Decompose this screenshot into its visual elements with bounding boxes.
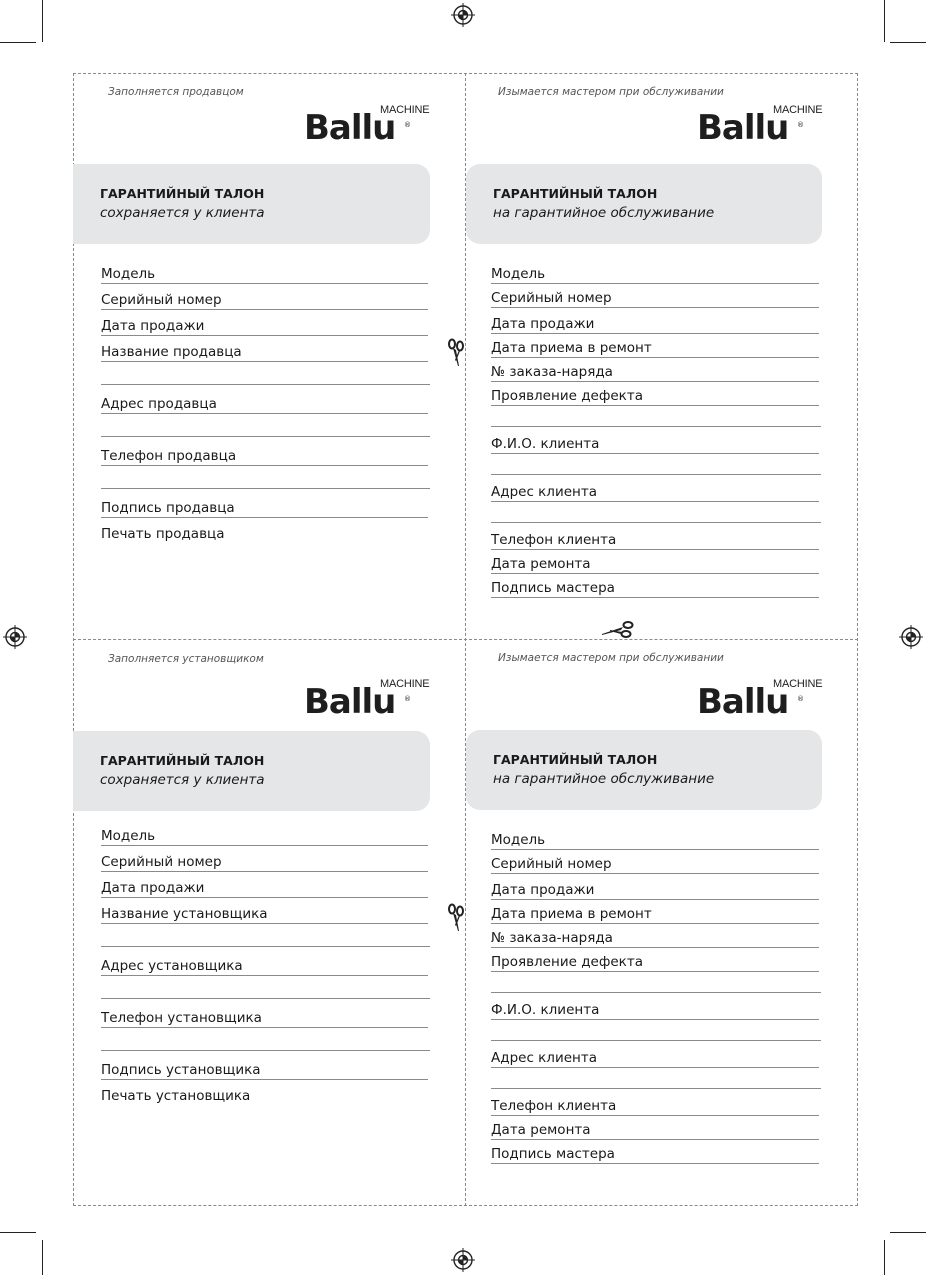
form-field-row[interactable] <box>101 498 428 518</box>
crop-mark <box>890 42 926 43</box>
form-field-row[interactable] <box>101 852 428 872</box>
field-label: Печать установщика <box>101 1088 251 1104</box>
form-field-row[interactable] <box>491 1096 819 1116</box>
field-label: Подпись мастера <box>491 1146 615 1162</box>
field-label: Дата продажи <box>101 880 205 896</box>
field-label: № заказа-наряда <box>491 364 613 380</box>
entry-line[interactable] <box>491 947 819 948</box>
form-field-row[interactable] <box>491 1144 819 1164</box>
field-label: Печать продавца <box>101 526 225 542</box>
horizontal-cut-line <box>73 639 858 640</box>
entry-line[interactable] <box>491 923 819 924</box>
logo-submark: MACHINE <box>380 104 430 116</box>
field-label: Ф.И.О. клиента <box>491 1002 600 1018</box>
field-label: Телефон установщика <box>101 1010 262 1026</box>
coupon-title: ГАРАНТИЙНЫЙ ТАЛОН <box>493 752 658 767</box>
entry-line[interactable] <box>491 899 819 900</box>
field-label: Серийный номер <box>491 290 612 306</box>
blank-entry-line[interactable] <box>491 426 821 427</box>
logo-wordmark: Ballu <box>697 108 789 148</box>
form-field-row[interactable] <box>101 394 428 414</box>
entry-line[interactable] <box>491 1067 819 1068</box>
entry-line[interactable] <box>491 1115 819 1116</box>
blank-entry-line[interactable] <box>101 488 430 489</box>
form-field-row[interactable] <box>491 830 819 850</box>
title-band <box>466 164 822 244</box>
field-label: Серийный номер <box>491 856 612 872</box>
crop-mark <box>884 0 885 42</box>
form-field-row[interactable] <box>491 314 819 334</box>
entry-line[interactable] <box>101 413 428 414</box>
field-label: Ф.И.О. клиента <box>491 436 600 452</box>
blank-entry-line[interactable] <box>101 946 430 947</box>
field-label: Дата ремонта <box>491 556 591 572</box>
form-field-row[interactable] <box>491 288 819 308</box>
entry-line[interactable] <box>101 1079 428 1080</box>
field-label: Дата приема в ремонт <box>491 340 652 356</box>
blank-entry-line[interactable] <box>491 474 821 475</box>
coupon-note: Заполняется установщиком <box>108 653 264 665</box>
blank-entry-line[interactable] <box>101 1050 430 1051</box>
form-field-row[interactable] <box>491 554 819 574</box>
field-label: Проявление дефекта <box>491 388 643 404</box>
form-field-row[interactable] <box>101 956 428 976</box>
entry-line[interactable] <box>491 357 819 358</box>
entry-line[interactable] <box>491 1163 819 1164</box>
entry-line[interactable] <box>491 381 819 382</box>
entry-line[interactable] <box>101 465 428 466</box>
entry-line[interactable] <box>101 309 428 310</box>
blank-entry-line[interactable] <box>491 992 821 993</box>
logo-submark: MACHINE <box>380 678 430 690</box>
entry-line[interactable] <box>491 283 819 284</box>
registered-mark: ® <box>797 121 804 129</box>
form-field-row[interactable] <box>491 880 819 900</box>
registered-mark: ® <box>404 695 411 703</box>
ballu-logo <box>697 104 825 148</box>
crop-mark <box>884 1240 885 1275</box>
field-label: Дата продажи <box>491 882 595 898</box>
form-field-row[interactable] <box>101 1008 428 1028</box>
field-label: Серийный номер <box>101 292 222 308</box>
registration-mark-icon <box>451 1248 475 1272</box>
entry-line[interactable] <box>491 971 819 972</box>
entry-line[interactable] <box>491 549 819 550</box>
field-label: Подпись установщика <box>101 1062 261 1078</box>
field-label: Проявление дефекта <box>491 954 643 970</box>
form-field-row[interactable] <box>491 854 819 874</box>
logo-wordmark: Ballu <box>304 108 396 148</box>
title-band <box>466 730 822 810</box>
form-field-row[interactable] <box>101 1086 428 1106</box>
field-label: Телефон клиента <box>491 1098 617 1114</box>
crop-mark <box>0 42 36 43</box>
field-label: Адрес клиента <box>491 1050 597 1066</box>
field-label: Дата приема в ремонт <box>491 906 652 922</box>
form-field-row[interactable] <box>101 826 428 846</box>
field-label: № заказа-наряда <box>491 930 613 946</box>
field-label: Модель <box>491 832 546 848</box>
form-field-row[interactable] <box>101 290 428 310</box>
coupon-note: Изымается мастером при обслуживании <box>498 652 724 664</box>
field-label: Дата продажи <box>101 318 205 334</box>
form-field-row[interactable] <box>491 530 819 550</box>
title-band <box>73 164 430 244</box>
entry-line[interactable] <box>491 1139 819 1140</box>
registered-mark: ® <box>404 121 411 129</box>
registration-mark-icon <box>3 625 27 649</box>
coupon-note: Заполняется продавцом <box>108 86 244 98</box>
form-field-row[interactable] <box>491 928 819 948</box>
form-field-row[interactable] <box>491 362 819 382</box>
entry-line[interactable] <box>491 573 819 574</box>
entry-line[interactable] <box>101 923 428 924</box>
form-field-row[interactable] <box>491 578 819 598</box>
field-label: Адрес продавца <box>101 396 217 412</box>
field-label: Дата продажи <box>491 316 595 332</box>
form-field-row[interactable] <box>491 1000 819 1020</box>
form-field-row[interactable] <box>491 338 819 358</box>
ballu-logo <box>304 104 432 148</box>
entry-line[interactable] <box>101 897 428 898</box>
field-label: Модель <box>491 266 546 282</box>
blank-entry-line[interactable] <box>491 1040 821 1041</box>
logo-wordmark: Ballu <box>697 682 789 722</box>
entry-line[interactable] <box>101 1027 428 1028</box>
field-label: Название продавца <box>101 344 242 360</box>
field-label: Телефон клиента <box>491 532 617 548</box>
crop-mark <box>42 0 43 42</box>
coupon-subtitle: на гарантийное обслуживание <box>493 771 715 787</box>
blank-entry-line[interactable] <box>101 384 430 385</box>
form-field-row[interactable] <box>101 446 428 466</box>
field-label: Название установщика <box>101 906 268 922</box>
ballu-logo <box>697 678 825 722</box>
scissors-icon <box>446 338 466 368</box>
form-field-row[interactable] <box>101 342 428 362</box>
coupon-subtitle: сохраняется у клиента <box>100 205 265 221</box>
entry-line[interactable] <box>101 283 428 284</box>
logo-submark: MACHINE <box>773 678 823 690</box>
entry-line[interactable] <box>491 453 819 454</box>
form-field-row[interactable] <box>101 316 428 336</box>
blank-entry-line[interactable] <box>491 1088 821 1089</box>
entry-line[interactable] <box>101 517 428 518</box>
form-field-row[interactable] <box>101 1060 428 1080</box>
field-label: Модель <box>101 828 156 844</box>
entry-line[interactable] <box>491 597 819 598</box>
registered-mark: ® <box>797 695 804 703</box>
field-label: Подпись продавца <box>101 500 235 516</box>
entry-line[interactable] <box>491 849 819 850</box>
field-label: Телефон продавца <box>101 448 237 464</box>
blank-entry-line[interactable] <box>491 522 821 523</box>
entry-line[interactable] <box>491 1019 819 1020</box>
field-label: Адрес клиента <box>491 484 597 500</box>
coupon-subtitle: сохраняется у клиента <box>100 772 265 788</box>
scissors-icon <box>446 903 466 933</box>
field-label: Модель <box>101 266 156 282</box>
entry-line[interactable] <box>101 845 428 846</box>
field-label: Адрес установщика <box>101 958 243 974</box>
scissors-icon <box>600 620 634 640</box>
form-field-row[interactable] <box>101 878 428 898</box>
entry-line[interactable] <box>491 873 819 874</box>
form-field-row[interactable] <box>491 1048 819 1068</box>
form-field-row[interactable] <box>491 264 819 284</box>
coupon-title: ГАРАНТИЙНЫЙ ТАЛОН <box>100 753 265 768</box>
coupon-note: Изымается мастером при обслуживании <box>498 86 724 98</box>
entry-line[interactable] <box>101 975 428 976</box>
ballu-logo <box>304 678 432 722</box>
entry-line[interactable] <box>101 871 428 872</box>
coupon-title: ГАРАНТИЙНЫЙ ТАЛОН <box>493 186 658 201</box>
form-field-row[interactable] <box>491 952 819 972</box>
coupon-subtitle: на гарантийное обслуживание <box>493 205 715 221</box>
entry-line[interactable] <box>491 333 819 334</box>
crop-mark <box>42 1240 43 1275</box>
registration-mark-icon <box>451 3 475 27</box>
logo-submark: MACHINE <box>773 104 823 116</box>
logo-wordmark: Ballu <box>304 682 396 722</box>
coupon-title: ГАРАНТИЙНЫЙ ТАЛОН <box>100 186 265 201</box>
entry-line[interactable] <box>491 501 819 502</box>
blank-entry-line[interactable] <box>101 998 430 999</box>
form-field-row[interactable] <box>101 264 428 284</box>
form-field-row[interactable] <box>491 434 819 454</box>
form-field-row[interactable] <box>491 904 819 924</box>
blank-entry-line[interactable] <box>101 436 430 437</box>
entry-line[interactable] <box>101 361 428 362</box>
form-field-row[interactable] <box>101 524 428 544</box>
entry-line[interactable] <box>491 307 819 308</box>
field-label: Подпись мастера <box>491 580 615 596</box>
crop-mark <box>890 1232 926 1233</box>
registration-mark-icon <box>899 625 923 649</box>
form-field-row[interactable] <box>491 1120 819 1140</box>
title-band <box>73 731 430 811</box>
entry-line[interactable] <box>101 335 428 336</box>
entry-line[interactable] <box>491 405 819 406</box>
field-label: Серийный номер <box>101 854 222 870</box>
form-field-row[interactable] <box>491 386 819 406</box>
crop-mark <box>0 1232 36 1233</box>
field-label: Дата ремонта <box>491 1122 591 1138</box>
form-field-row[interactable] <box>491 482 819 502</box>
form-field-row[interactable] <box>101 904 428 924</box>
